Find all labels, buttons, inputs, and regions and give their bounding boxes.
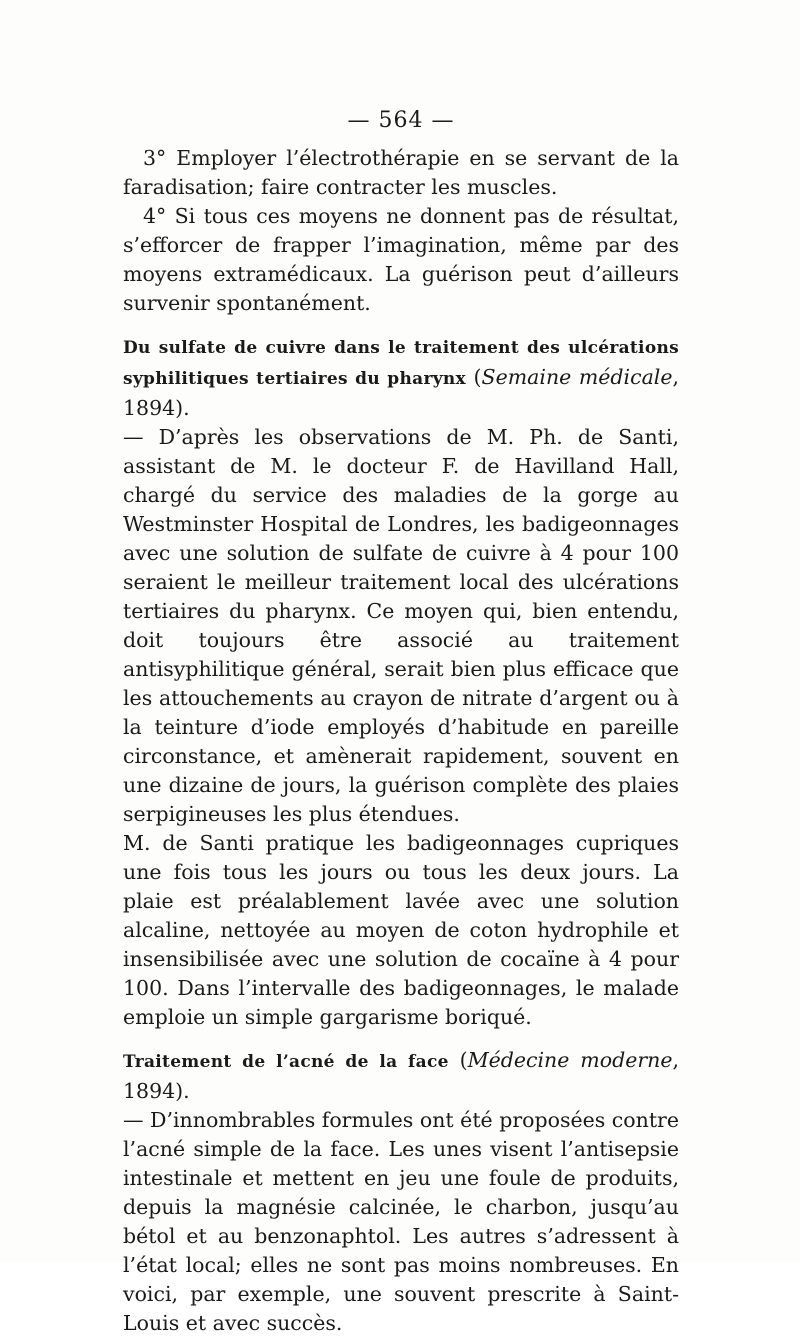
article-1-source-open: ( [465,365,482,389]
article-2-source: Médecine moderne [467,1048,673,1072]
page-number: — 564 — [347,108,455,133]
article-1-heading-line [123,332,679,423]
article-copper-sulfate [123,332,679,1032]
paragraph-item-3: 3° Employer l’électrothérapie en se servant de la faradisation; faire contracter les muscles. [123,146,679,199]
article-1-heading: Du sulfate de cuivre dans le traitement des ulcérations syphilitiques tertiaires du pharynx [123,338,679,389]
article-2-source-year: , 1894). [123,1048,680,1103]
article-1-source: Semaine médicale [481,365,673,389]
article-1-body-1: — D’après les observations de M. Ph. de Santi, assistant de M. le docteur F. de Havilland Hall, chargé du service des maladies de la gorge au Westminster Hospital de Londres, les badigeonnages avec une solution de sulfate de cuivre à 4 pour 100 seraient le meilleur traitement local des ulcérations tertiaires du pharynx. Ce moyen qui, bien entendu, doit toujours être associé au traitement antisyphilitique général, serait bien plus efficace que les attouchements au crayon de nitrate d’argent ou à la teinture d’iode employés d’habitude en pareille circonstance, et amènerait rapidement, souvent en une dizaine de jours, la guérison complète des plaies serpigineuses les plus étendues. [123,425,679,826]
article-acne [123,1046,679,1338]
article-2-heading-line [123,1046,679,1106]
article-1-body-2: M. de Santi pratique les badigeonnages cupriques une fois tous les jours ou tous les deux jours. La plaie est préalablement lavée avec une solution alcaline, nettoyée au moyen de coton hydrophile et insensibilisée avec une solution de cocaïne à 4 pour 100. Dans l’intervalle des badigeonnages, le malade emploie un simple gargarisme boriqué. [123,831,679,1029]
text-column [123,108,679,1338]
article-2-heading: Traitement de l’acné de la face [123,1052,449,1072]
article-2-body-1: — D’innombrables formules ont été proposées contre l’acné simple de la face. Les unes visent l’antisepsie intestinale et mettent en jeu une foule de produits, depuis la magnésie calcinée, le charbon, jusqu’au bétol et au benzonaphtol. Les autres s’adressent à l’état local; elles ne sont pas moins nombreuses. En voici, par exemple, une souvent prescrite à Saint-Louis et avec succès. [123,1108,679,1335]
article-1-source-year: , 1894). [123,365,680,420]
article-2-source-open: ( [448,1048,468,1072]
paragraph-item-4: 4° Si tous ces moyens ne donnent pas de résultat, s’efforcer de frapper l’imagination, même par des moyens extramédicaux. La guérison peut d’ailleurs survenir spontanément. [123,204,679,315]
